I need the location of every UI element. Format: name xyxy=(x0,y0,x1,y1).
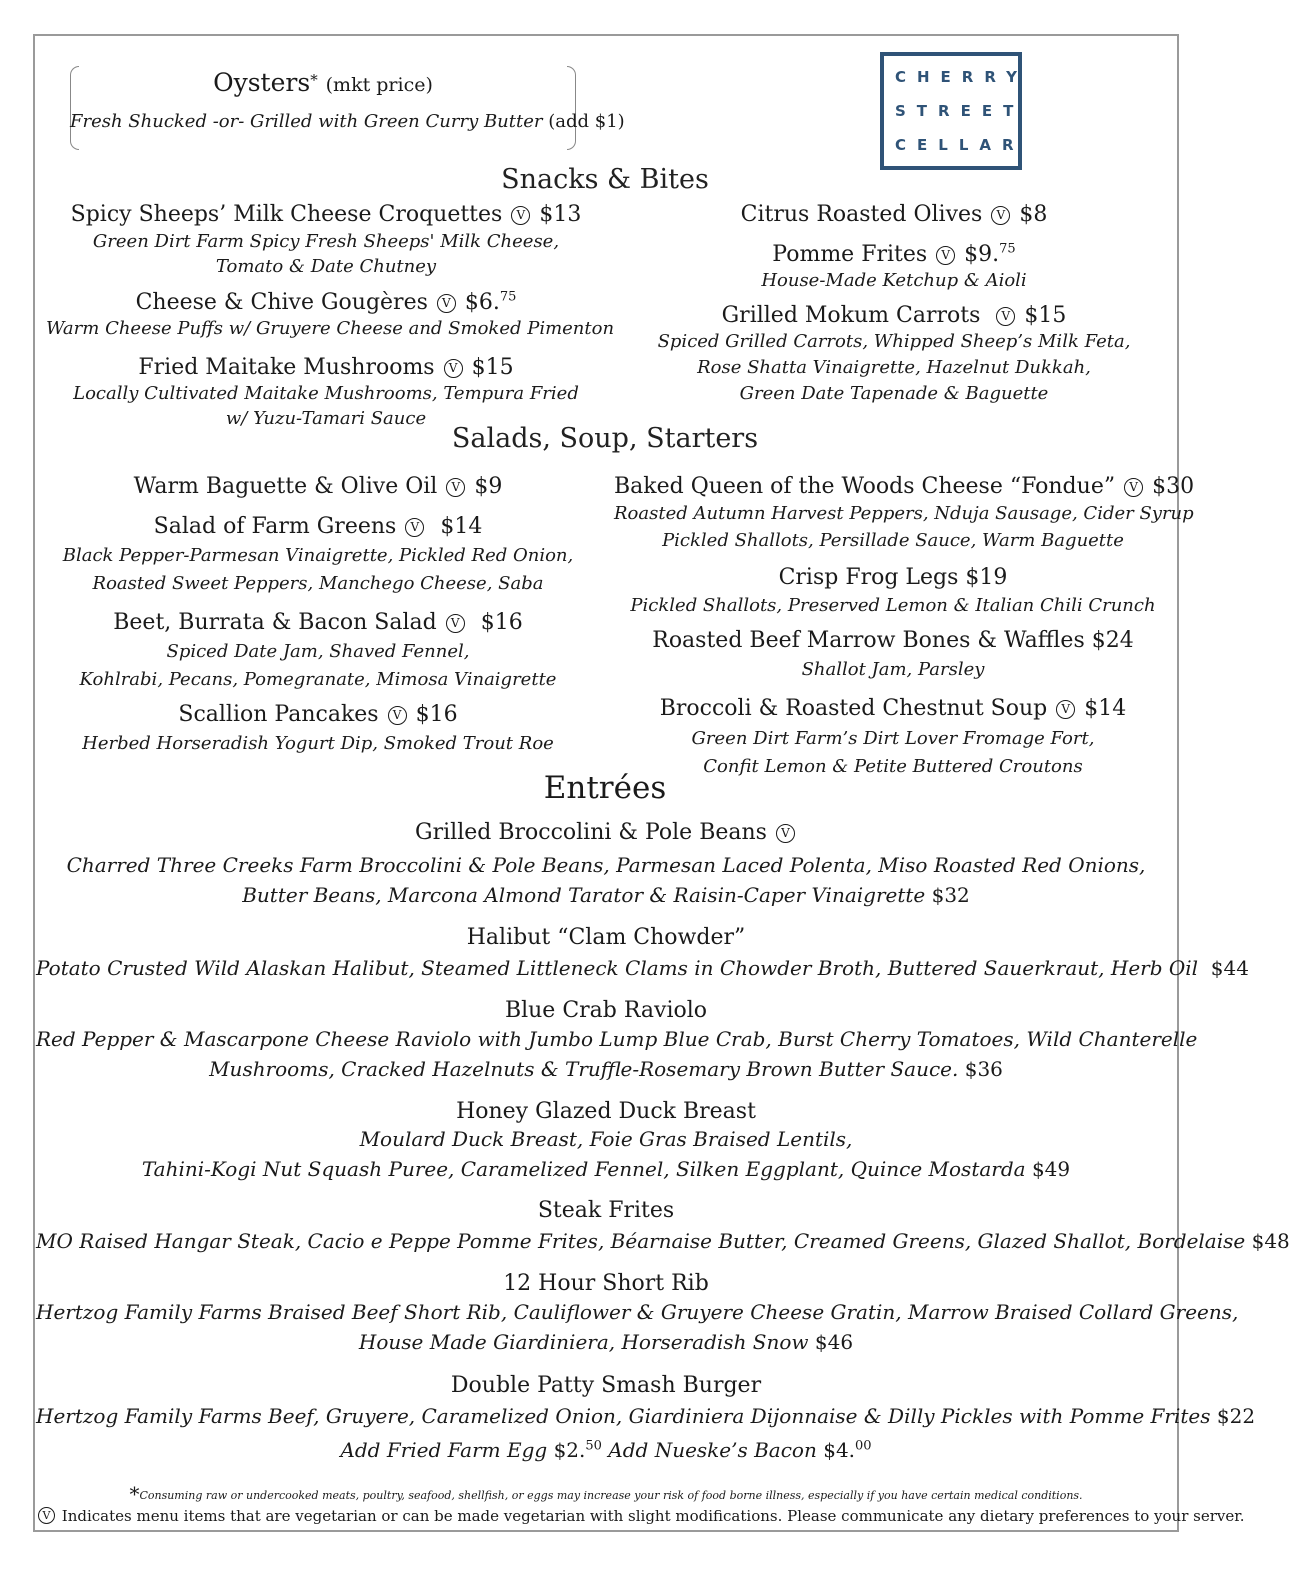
logo-line-2: STREET xyxy=(895,102,1025,120)
item-price: $8 xyxy=(1019,202,1048,227)
cherry-street-cellar-logo xyxy=(880,52,1028,170)
item-price: $49 xyxy=(1031,1157,1071,1181)
vegetarian-icon: V xyxy=(511,206,530,225)
vegetarian-icon: V xyxy=(936,246,955,265)
entree-broccolini xyxy=(36,819,1176,846)
addon-egg-cents: 50 xyxy=(585,1438,602,1454)
item-name: Roasted Beef Marrow Bones & Waffles xyxy=(652,628,1085,653)
item-price: $9. xyxy=(964,242,1000,267)
item-desc-line xyxy=(36,1157,1176,1182)
item-name: Double Patty Smash Burger xyxy=(450,1373,762,1398)
item-price: $32 xyxy=(931,883,970,907)
item-price: $36 xyxy=(964,1057,1003,1081)
item-desc: Moulard Duck Breast, Foie Gras Braised Lentils, xyxy=(359,1127,853,1151)
oysters-addon: (add $1) xyxy=(548,111,625,132)
oysters-asterisk: * xyxy=(310,71,318,89)
item-desc: Red Pepper & Mascarpone Cheese Raviolo with Jumbo Lump Blue Crab, Burst Cherry Tomatoes, Wild Chanterelle xyxy=(36,1027,1198,1051)
item-price: $22 xyxy=(1216,1404,1256,1428)
item-desc: Spiced Date Jam, Shaved Fennel, xyxy=(166,641,470,662)
oysters-price: (mkt price) xyxy=(325,74,433,96)
entree-steak-frites xyxy=(36,1197,1176,1224)
menu-item-beet-salad xyxy=(38,609,598,636)
item-name: Blue Crab Raviolo xyxy=(504,998,708,1023)
item-price: $6. xyxy=(464,290,500,315)
vegetarian-icon: V xyxy=(1124,478,1143,497)
item-desc: Potato Crusted Wild Alaskan Halibut, Steamed Littleneck Clams in Chowder Broth, Buttered Sauerkraut, Herb Oil xyxy=(36,956,1199,980)
vegetarian-icon: V xyxy=(38,1507,55,1524)
footnote-asterisk: * xyxy=(129,1482,140,1506)
item-desc: Spiced Grilled Carrots, Whipped Sheep’s Milk Feta, xyxy=(657,331,1131,352)
item-desc: Roasted Sweet Peppers, Manchego Cheese, Saba xyxy=(92,573,544,594)
item-desc: Hertzog Family Farms Braised Beef Short Rib, Cauliflower & Gruyere Cheese Gratin, Marrow Braised Collard Greens, xyxy=(36,1300,1239,1324)
item-desc-line xyxy=(36,1057,1176,1082)
vegetarian-icon: V xyxy=(388,706,407,725)
item-price: $9 xyxy=(474,474,503,499)
vegetarian-icon: V xyxy=(446,478,465,497)
menu-item-gougeres xyxy=(46,289,606,316)
item-desc-line xyxy=(36,1229,1290,1254)
menu-item-olives xyxy=(644,201,1144,228)
entree-duck-breast xyxy=(36,1098,1176,1125)
item-name: Warm Baguette & Olive Oil xyxy=(133,474,438,499)
menu-item-marrow-bones xyxy=(614,627,1172,654)
item-name: Pomme Frites xyxy=(772,242,928,267)
entree-short-rib xyxy=(36,1270,1176,1297)
item-name: Citrus Roasted Olives xyxy=(740,202,983,227)
item-desc: Pickled Shallots, Persillade Sauce, Warm Baguette xyxy=(662,530,1124,551)
entree-halibut xyxy=(36,924,1176,951)
entree-smash-burger xyxy=(36,1372,1176,1399)
raw-warning-text: Consuming raw or undercooked meats, poultry, seafood, shellfish, or eggs may increase your risk of food borne illness, especially if you have certain medical conditions. xyxy=(139,1489,1083,1502)
item-desc-line xyxy=(36,956,1249,981)
item-desc: Herbed Horseradish Yogurt Dip, Smoked Trout Roe xyxy=(82,733,554,754)
item-price: $14 xyxy=(1084,696,1127,721)
item-name: Halibut “Clam Chowder” xyxy=(466,925,746,950)
addon-bacon-cents: 00 xyxy=(855,1438,872,1454)
menu-item-maitake xyxy=(46,354,606,381)
item-name: 12 Hour Short Rib xyxy=(503,1271,709,1296)
vegetarian-icon: V xyxy=(1056,700,1075,719)
oysters-desc-text: Fresh Shucked -or- Grilled with Green Curry Butter xyxy=(70,111,543,132)
menu-item-fondue xyxy=(614,473,1195,500)
item-desc: Green Dirt Farm’s Dirt Lover Fromage Fort, xyxy=(691,728,1095,749)
item-name: Fried Maitake Mushrooms xyxy=(138,355,435,380)
item-price: $24 xyxy=(1091,628,1134,653)
item-name: Grilled Broccolini & Pole Beans xyxy=(415,820,767,845)
item-price: $19 xyxy=(965,565,1008,590)
menu-item-frog-legs xyxy=(614,564,1172,591)
item-price: $44 xyxy=(1210,956,1249,980)
vegetarian-icon: V xyxy=(405,518,424,537)
menu-item-croquettes xyxy=(46,201,606,228)
logo-line-1: CHERRY xyxy=(895,68,1028,86)
item-price: $48 xyxy=(1251,1229,1290,1253)
item-desc: MO Raised Hangar Steak, Cacio e Peppe Pomme Frites, Béarnaise Butter, Creamed Greens, Glazed Shallot, Bordelaise xyxy=(36,1229,1246,1253)
item-desc: House Made Giardiniera, Horseradish Snow xyxy=(358,1330,809,1354)
menu-item-baguette xyxy=(38,473,598,500)
burger-addons xyxy=(36,1438,1176,1462)
menu-item-pomme-frites xyxy=(644,241,1144,268)
vegetarian-icon: V xyxy=(776,824,795,843)
item-price-cents: 75 xyxy=(499,289,517,305)
vegetarian-icon: V xyxy=(437,294,456,313)
item-name: Broccoli & Roasted Chestnut Soup xyxy=(659,696,1048,721)
addon-bacon-label: Add Nueske’s Bacon xyxy=(608,1438,817,1462)
menu-item-carrots xyxy=(644,302,1144,329)
addon-bacon-price: $4. xyxy=(823,1438,856,1462)
vegetarian-icon: V xyxy=(996,307,1015,326)
item-desc: Pickled Shallots, Preserved Lemon & Italian Chili Crunch xyxy=(630,595,1156,616)
item-desc: Roasted Autumn Harvest Peppers, Nduja Sausage, Cider Syrup xyxy=(614,503,1194,524)
item-desc: Mushrooms, Cracked Hazelnuts & Truffle-Rosemary Brown Butter Sauce. xyxy=(209,1057,959,1081)
item-name: Grilled Mokum Carrots xyxy=(721,303,981,328)
oysters-desc xyxy=(70,111,625,132)
item-price: $16 xyxy=(415,702,458,727)
item-name: Spicy Sheeps’ Milk Cheese Croquettes xyxy=(70,202,503,227)
item-desc: Tomato & Date Chutney xyxy=(215,256,437,277)
item-name: Steak Frites xyxy=(537,1198,675,1223)
item-desc: Green Date Tapenade & Baguette xyxy=(739,383,1049,404)
item-desc-line xyxy=(36,1330,1176,1355)
item-desc: Confit Lemon & Petite Buttered Croutons xyxy=(703,756,1083,777)
item-desc: Shallot Jam, Parsley xyxy=(801,659,985,680)
vegetarian-icon: V xyxy=(444,359,463,378)
item-desc: Green Dirt Farm Spicy Fresh Sheeps' Milk Cheese, xyxy=(92,231,560,252)
item-price: $13 xyxy=(539,202,582,227)
heading-entrees: Entrées xyxy=(543,770,667,806)
veg-note-text: Indicates menu items that are vegetarian or can be made vegetarian with slight modifications. Please communicate any dietary preferences to your server. xyxy=(61,1507,1245,1525)
heading-snacks: Snacks & Bites xyxy=(501,164,709,195)
item-name: Scallion Pancakes xyxy=(178,702,379,727)
menu-item-chestnut-soup xyxy=(614,695,1172,722)
addon-egg-price: $2. xyxy=(553,1438,586,1462)
menu-item-farm-greens xyxy=(38,513,598,540)
item-price: $30 xyxy=(1152,474,1195,499)
item-desc: House-Made Ketchup & Aioli xyxy=(761,270,1027,291)
item-desc: Hertzog Family Farms Beef, Gruyere, Caramelized Onion, Giardiniera Dijonnaise & Dilly Pickles with Pomme Frites xyxy=(36,1404,1211,1428)
item-name: Baked Queen of the Woods Cheese “Fondue” xyxy=(614,474,1116,499)
oysters-name: Oysters xyxy=(213,68,311,97)
heading-salads: Salads, Soup, Starters xyxy=(451,423,759,454)
item-price: $14 xyxy=(440,514,483,539)
vegetarian-icon: V xyxy=(446,614,465,633)
item-desc: Charred Three Creeks Farm Broccolini & Pole Beans, Parmesan Laced Polenta, Miso Roasted Red Onions, xyxy=(66,853,1146,877)
item-name: Beet, Burrata & Bacon Salad xyxy=(113,610,437,635)
vegetarian-icon: V xyxy=(991,206,1010,225)
item-desc-line xyxy=(36,883,1176,908)
item-desc: Butter Beans, Marcona Almond Tarator & Raisin-Caper Vinaigrette xyxy=(242,883,926,907)
item-name: Honey Glazed Duck Breast xyxy=(456,1099,756,1124)
item-desc: Rose Shatta Vinaigrette, Hazelnut Dukkah, xyxy=(697,357,1091,378)
raw-food-warning xyxy=(36,1482,1176,1506)
item-price: $15 xyxy=(1024,303,1067,328)
entree-crab-raviolo xyxy=(36,997,1176,1024)
item-name: Salad of Farm Greens xyxy=(153,514,397,539)
oysters-box xyxy=(70,66,625,152)
item-desc: Tahini-Kogi Nut Squash Puree, Caramelized Fennel, Silken Eggplant, Quince Mostarda xyxy=(141,1157,1026,1181)
item-desc: Locally Cultivated Maitake Mushrooms, Tempura Fried xyxy=(73,383,579,404)
item-price: $16 xyxy=(480,610,523,635)
oysters-title xyxy=(70,68,576,97)
item-desc-line xyxy=(36,1404,1256,1429)
vegetarian-note xyxy=(36,1507,1245,1525)
item-desc: Black Pepper-Parmesan Vinaigrette, Pickled Red Onion, xyxy=(62,545,574,566)
item-price: $46 xyxy=(814,1330,854,1354)
item-desc: Warm Cheese Puffs w/ Gruyere Cheese and Smoked Pimenton xyxy=(46,318,615,339)
item-desc: Kohlrabi, Pecans, Pomegranate, Mimosa Vinaigrette xyxy=(79,669,557,690)
item-price-cents: 75 xyxy=(999,241,1016,257)
logo-line-3: CELLAR xyxy=(895,136,1025,154)
menu-item-scallion-pancakes xyxy=(38,701,598,728)
item-desc: w/ Yuzu-Tamari Sauce xyxy=(225,408,427,429)
addon-egg-label: Add Fried Farm Egg xyxy=(340,1438,548,1462)
item-name: Crisp Frog Legs xyxy=(778,565,959,590)
item-name: Cheese & Chive Gougères xyxy=(135,290,428,315)
item-price: $15 xyxy=(471,355,514,380)
